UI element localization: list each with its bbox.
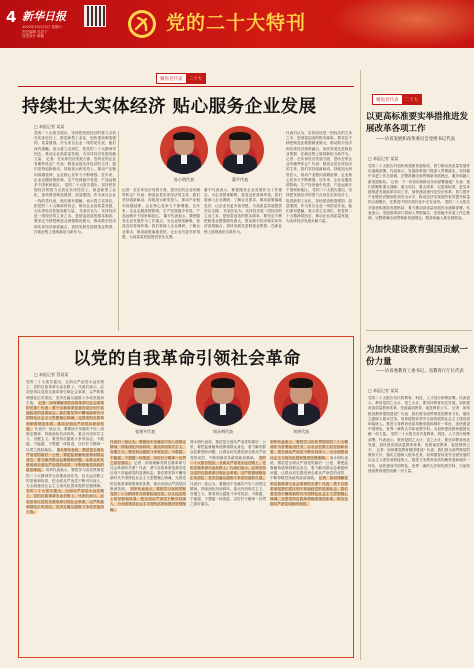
paragraph: 记者：如何推进教育强国建设？代表：我们将全面贯彻党的教育方针，落实立德树人根本任务，培养德智体美劳全面发展的社会主义建设者和接班人。推进义务教育优质均衡发展和城乡一体化，加快建设中国特色、世界一流的大学和优势学科，为加快建设教育强国贡献一份力量。 bbox=[368, 406, 470, 437]
paragraph: 代表们认为，实体经济是一国经济的立身之本，是财富创造的根本源泉。要坚定不移把制造业做强做优做大，推动数字经济和实体经济深度融合，加快发展先进制造业集群，在新征程上展现新担当新作为。 bbox=[34, 209, 116, 234]
article-title: 为加快建设教育强国贡献一份力量 bbox=[366, 345, 469, 367]
paragraph: 董平代表表示，要把服务企业发展作为工作重点，为企业排忧解难，营造良好营商环境。我们将深入企业调研，了解企业需求，推动政策落地见效，让企业有更多获得感，为高质量发展提供坚实支撑。 bbox=[204, 188, 282, 213]
paragraph: 代表们认为，实体经济是一国经济的立身之本，是财富创造的根本源泉。要坚定不移把制造业做强做优做大，推动数字经济和实体经济深度融合，加快发展先进制造业集群，在新征程上展现新担当新作为。 bbox=[204, 208, 282, 234]
article-subtitle: ——访省发展和改革委员会党组书记代表 bbox=[376, 137, 456, 142]
paragraph: 周永明代表说，基层是全面从严治党的最后一公里，要把监督触角延伸到群众身边，着力解决群众急难愁盼问题，让群众切实感受到全面从严治党的成效，不断厚植党执政的政治基础。 bbox=[190, 440, 266, 460]
badge-label-red: 二十大 bbox=[186, 74, 206, 83]
paragraph-highlight: 刘华代表表示，要把学习宣传贯彻党的二十大精神作为首要政治任务，以永远在路上的坚韧和执着，把全面从严治党不断引向深入，为全面建设社会主义现代化国家提供坚强保障。 bbox=[110, 486, 186, 512]
paragraph: 记者：如何推进教育强国建设？代表：我们将全面贯彻党的教育方针，落实立德树人根本任务，培养德智体美劳全面发展的社会主义建设者和接班人。推进义务教育优质均衡发展和城乡一体化，加快建设中国特色、世界一流的大学和优势学科，为加快建设教育强国贡献一份力量。 bbox=[368, 448, 470, 473]
column-divider bbox=[118, 131, 119, 331]
article-column bbox=[368, 164, 470, 328]
newspaper-logo: 新华日报 bbox=[22, 10, 66, 23]
paragraph: 记者：在实体经济发展方面，您所在的企业有哪些体会？代表：制造业是实体经济的主体，我们坚持创新驱动，持续加大研发投入，推动产业链向高端延伸，企业核心竞争力不断增强。近年来，企业克服疫情影响，生产经营稳中有进，产品远销多个国家和地区。 bbox=[122, 188, 200, 219]
paragraph: 党的二十大报告提出，坚持把发展经济的着力点放在实体经济上，推进新型工业化，加快建设制造强国、质量强国。作为来自企业一线的党代表，他们深有感触，表示将立足岗位，把党的二十大精神带回去，推动企业高质量发展，为实体经济发展贡献力量。 bbox=[286, 188, 352, 224]
paragraph: 董平代表表示，要把服务企业发展作为工作重点，为企业排忧解难，营造良好营商环境。我们将深入企业调研，了解企业需求，推动政策落地见效，让企业有更多获得感，为高质量发展提供坚实支撑。 bbox=[122, 214, 200, 239]
meta-line: 视觉设计 陈颖 bbox=[22, 34, 45, 38]
paragraph: 记者：下一步将如何推动各项部署落地？代表：我们将聚焦重大战略、重大项目、重大改革，以更高标准、更实举措推进发展改革各项工作，加快建设现代化经济体系，着力提升产业链供应链韧性和安全水平，推动经济实现质的有效提升和量的合理增长，在推进中国式现代化中走在前列。 bbox=[368, 179, 470, 205]
column-divider bbox=[360, 70, 361, 660]
paragraph-highlight: 党的二十大报告提出，全面从严治党永远在路上，党的自我革命永远在路上。代表们表示，必须坚持以党的自我革命引领社会革命，以严的基调强化正风肃纪，坚决打赢反腐败斗争攻坚战持久战。 bbox=[26, 489, 104, 515]
delegate-photo bbox=[216, 126, 264, 174]
article-column bbox=[270, 440, 348, 652]
badge-label: 聚焦党代表 bbox=[373, 95, 402, 104]
article-column bbox=[110, 440, 186, 652]
delegate-photo bbox=[118, 372, 172, 426]
paragraph-highlight: 刘华代表表示，要把学习宣传贯彻党的二十大精神作为首要政治任务，以永远在路上的坚韧和执着，把全面从严治党不断引向深入，为全面建设社会主义现代化国家提供坚强保障。 bbox=[270, 440, 348, 460]
article-column bbox=[368, 396, 470, 658]
article-column bbox=[34, 131, 116, 336]
photo-caption: 张建平代表 bbox=[135, 429, 155, 434]
party-emblem-icon bbox=[127, 9, 157, 39]
paragraph: 记者：如何理解党的自我革命与社会革命的关系？代表：勇于自我革命是我们党区别于其他政党的显著标志。我们要坚持不懈用新时代中国特色社会主义思想凝心铸魂，完善党的自我革命制度规范体系，推动全面从严治党向纵深发展。 bbox=[110, 460, 186, 491]
article-subtitle: ——访省委教育工委书记、省教育厅厅长代表 bbox=[376, 369, 464, 374]
paragraph: 代表们一致认为，要锲而不舍落实中央八项规定精神，持续深化纠治四风，重点纠治形式主义、官僚主义。要坚持反腐败斗争零容忍，不敢腐、不能腐、不想腐一体推进，以钉钉子精神一以贯之抓好落实。 bbox=[190, 481, 266, 507]
issue-meta bbox=[22, 25, 62, 39]
paragraph: 党的二十大报告提出，坚持把发展经济的着力点放在实体经济上，推进新型工业化，加快建设制造强国、质量强国。作为来自企业一线的党代表，他们深有感触，表示将立足岗位，把党的二十大精神带回去，推动企业高质量发展，为实体经济发展贡献力量。 bbox=[34, 183, 116, 214]
article-title: 以党的自我革命引领社会革命 bbox=[73, 349, 301, 369]
article-column bbox=[26, 380, 104, 652]
meta-line: 2022年10月22日 星期六 bbox=[22, 25, 62, 29]
badge-label-red: 二十大 bbox=[402, 95, 422, 104]
article-column bbox=[286, 131, 352, 334]
paragraph: 记者：在实体经济发展方面，您所在的企业有哪些体会？代表：制造业是实体经济的主体，我们坚持创新驱动，持续加大研发投入，推动产业链向高端延伸，企业核心竞争力不断增强。近年来，企业克服疫情影响，生产经营稳中有进，产品远销多个国家和地区。 bbox=[286, 157, 352, 193]
paragraph: 记者：在实体经济发展方面，您所在的企业有哪些体会？代表：制造业是实体经济的主体，我们坚持创新驱动，持续加大研发投入，推动产业链向高端延伸，企业核心竞争力不断增强。近年来，企业克服疫情影响，生产经营稳中有进，产品远销多个国家和地区。 bbox=[34, 157, 116, 188]
photo-caption: 周永明代表 bbox=[213, 429, 233, 434]
delegate-photo bbox=[274, 372, 328, 426]
article-column bbox=[204, 188, 282, 334]
photo-caption: 刘华代表 bbox=[293, 429, 309, 434]
paragraph: 党的二十大报告对加快构建新发展格局、着力推动高质量发展作出战略部署。代表表示，发展改革部门将深入贯彻落实，坚持稳中求进工作总基调，完整准确全面贯彻新发展理念，服务和融入新发展格局。 bbox=[368, 164, 470, 184]
paragraph: 代表们一致认为，要锲而不舍落实中央八项规定精神，持续深化纠治四风，重点纠治形式主义、官僚主义。要坚持反腐败斗争零容忍，不敢腐、不能腐、不想腐一体推进，以钉钉子精神一以贯之抓好落实。 bbox=[26, 426, 104, 452]
section-badge bbox=[372, 94, 422, 105]
rule bbox=[18, 86, 354, 87]
paragraph-highlight: 记者：如何理解党的自我革命与社会革命的关系？代表：勇于自我革命是我们党区别于其他政党的显著标志。我们要坚持不懈用新时代中国特色社会主义思想凝心铸魂，完善党的自我革命制度规范体系，推动全面从严治党向纵深发展。 bbox=[270, 476, 348, 507]
photo-caption: 董平代表 bbox=[232, 177, 248, 182]
special-edition-title: 党的二十大特刊 bbox=[166, 12, 307, 34]
badge-label: 聚焦党代表 bbox=[157, 74, 186, 83]
delegate-photo bbox=[160, 126, 208, 174]
page-number: 4 bbox=[6, 8, 17, 26]
article-title: 持续壮大实体经济 贴心服务企业发展 bbox=[22, 97, 317, 117]
delegate-photo bbox=[196, 372, 250, 426]
byline: □ 本报记者 蔡某某 bbox=[34, 372, 69, 377]
paragraph: 党的二十大报告首次将教育、科技、人才进行统筹部署。代表表示，教育是国之大计、党之大计，要坚持教育优先发展，加快建设高质量教育体系，发展素质教育，促进教育公平。 bbox=[368, 396, 470, 411]
article-title: 以更高标准要实举措推进发展改革各项工作 bbox=[366, 112, 469, 134]
section-badge bbox=[156, 73, 206, 84]
photo-caption: 孙小明代表 bbox=[174, 177, 194, 182]
paragraph: 刘华代表表示，要把学习宣传贯彻党的二十大精神作为首要政治任务，以永远在路上的坚韧和执着，把全面从严治党不断引向深入，为全面建设社会主义现代化国家提供坚强保障。 bbox=[26, 468, 104, 489]
paragraph-highlight: 周永明代表说，基层是全面从严治党的最后一公里，要把监督触角延伸到群众身边，着力解决群众急难愁盼问题，让群众切实感受到全面从严治党的成效，不断厚植党执政的政治基础。 bbox=[26, 447, 104, 473]
meta-line: 责任编辑 孔祥宁 bbox=[22, 29, 48, 34]
byline: □ 本报记者 某某 bbox=[34, 124, 65, 129]
divider bbox=[366, 330, 472, 331]
paragraph: 周永明代表说，基层是全面从严治党的最后一公里，要把监督触角延伸到群众身边，着力解决群众急难愁盼问题，让群众切实感受到全面从严治党的成效，不断厚植党执政的政治基础。 bbox=[270, 455, 348, 481]
paragraph-highlight: 代表们一致认为，要锲而不舍落实中央八项规定精神，持续深化纠治四风，重点纠治形式主义、官僚主义。要坚持反腐败斗争零容忍，不敢腐、不能腐、不想腐一体推进，以钉钉子精神一以贯之抓好落实。 bbox=[110, 440, 186, 465]
banner-glow bbox=[330, 0, 474, 48]
paragraph: 党的二十大报告对加快构建新发展格局、着力推动高质量发展作出战略部署。代表表示，发展改革部门将深入贯彻落实，坚持稳中求进工作总基调，完整准确全面贯彻新发展理念，服务和融入新发展格局。 bbox=[368, 200, 470, 221]
paragraph: 党的二十大报告首次将教育、科技、人才进行统筹部署。代表表示，教育是国之大计、党之大计，要坚持教育优先发展，加快建设高质量教育体系，发展素质教育，促进教育公平。 bbox=[368, 432, 470, 453]
article-column bbox=[190, 440, 266, 652]
article-column bbox=[122, 188, 200, 334]
byline: □ 本报记者 某某 bbox=[368, 156, 399, 161]
qr-code-icon bbox=[84, 5, 106, 27]
paragraph-highlight: 党的二十大报告提出，全面从严治党永远在路上，党的自我革命永远在路上。代表们表示，必须坚持以党的自我革命引领社会革命，以严的基调强化正风肃纪，坚决打赢反腐败斗争攻坚战持久战。 bbox=[190, 455, 266, 481]
paragraph: 代表们认为，实体经济是一国经济的立身之本，是财富创造的根本源泉。要坚定不移把制造业做强做优做大，推动数字经济和实体经济深度融合，加快发展先进制造业集群，在新征程上展现新担当新作为。 bbox=[286, 131, 352, 156]
paragraph: 党的二十大报告提出，坚持把发展经济的着力点放在实体经济上，推进新型工业化，加快建设制造强国、质量强国。作为来自企业一线的党代表，他们深有感触，表示将立足岗位，把党的二十大精神带回去，推动企业高质量发展，为实体经济发展贡献力量。 bbox=[34, 131, 116, 162]
byline: □ 本报记者 某某 bbox=[368, 388, 399, 393]
paragraph-highlight: 记者：如何理解党的自我革命与社会革命的关系？代表：勇于自我革命是我们党区别于其他政党的显著标志。我们要坚持不懈用新时代中国特色社会主义思想凝心铸魂，完善党的自我革命制度规范体系，推动全面从严治党向纵深发展。 bbox=[26, 400, 104, 431]
paragraph: 党的二十大报告提出，全面从严治党永远在路上，党的自我革命永远在路上。代表们表示，必须坚持以党的自我革命引领社会革命，以严的基调强化正风肃纪，坚决打赢反腐败斗争攻坚战持久战。 bbox=[26, 380, 104, 405]
